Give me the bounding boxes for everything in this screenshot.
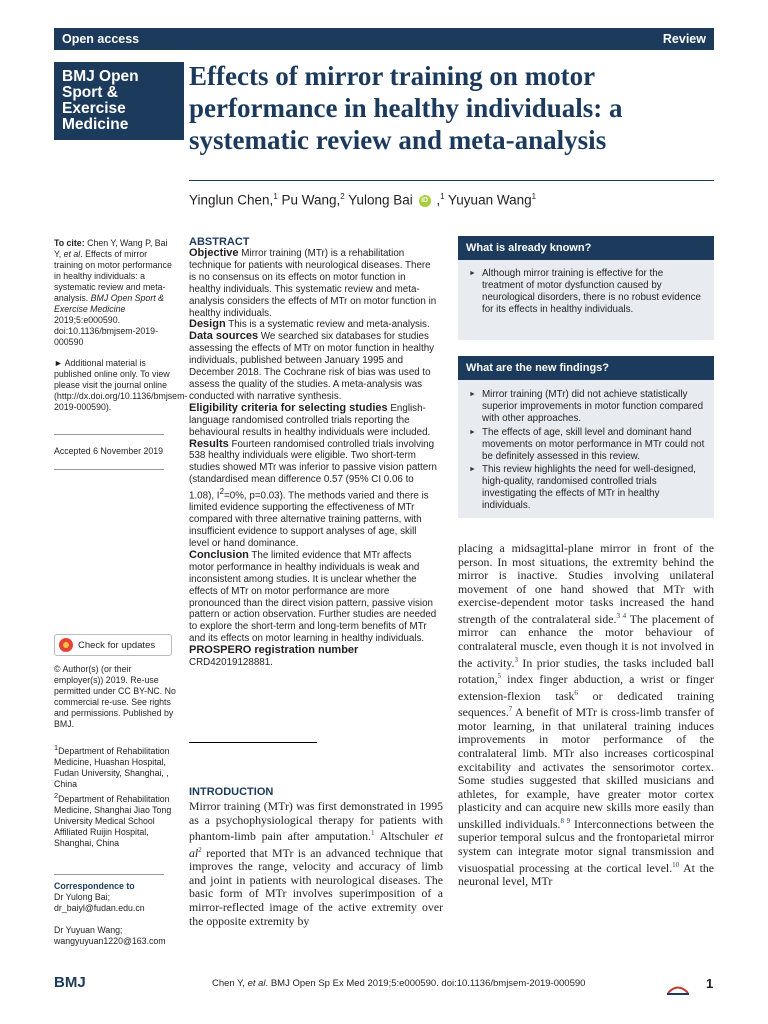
intro-text: At the neuronal level, MTr	[458, 860, 714, 889]
new-finding-item: ► Mirror training (MTr) did not achieve statistically superior improvements in motor function compared with other approaches.	[482, 389, 706, 425]
design-text: This is a systematic review and meta-analysis.	[225, 319, 430, 331]
title-rule	[189, 180, 714, 181]
abstract-heading: ABSTRACT	[189, 236, 250, 248]
crossmark-icon	[59, 638, 73, 652]
cite-journal: BMJ Open Sport & Exercise Medicine	[54, 293, 165, 314]
correspondent-name: Dr Yuyuan Wang;	[54, 925, 123, 935]
author-separator: ,	[432, 192, 441, 208]
correspondence-block	[54, 881, 176, 947]
reference-link[interactable]: 3 4	[616, 611, 627, 620]
new-findings-box	[458, 380, 714, 518]
objective-text: Mirror training (MTr) is a rehabilitation technique for patients with neurological diseases. There is no consensus on its effects on motor function in healthy individuals. This systematic review and meta-analysis considers the effects of MTr on motor function in healthy individuals.	[189, 248, 437, 319]
sources-text: We searched six databases for studies assessing the effects of MTr on motor function in healthy individuals, published between January 1995 and December 2018. The Cochrane risk of bias was used to assess the quality of the studies. A meta-analysis was conducted with narrative synthesis.	[189, 331, 435, 402]
footer-citation	[212, 978, 585, 989]
bases-logo-icon	[664, 982, 692, 996]
eligibility-text: English-language randomised controlled trials reporting the behavioural results in healthy individuals were included.	[189, 402, 431, 438]
journal-logo	[54, 62, 184, 140]
author-name[interactable]: Yinglun Chen,	[189, 192, 274, 208]
reference-link[interactable]: 1	[371, 829, 375, 838]
objective-label: Objective	[189, 247, 239, 259]
intro-etal: et al	[189, 829, 444, 860]
abstract	[189, 236, 437, 669]
article-type-label: Review	[662, 32, 706, 46]
additional-material-note	[54, 358, 188, 413]
bmj-logo: BMJ	[54, 974, 86, 991]
new-finding-item: ► This review highlights the need for well-designed, high-quality, randomised controlled trials investigating the effects of MTr in healthy individuals.	[482, 464, 706, 512]
footer-etal: et al	[247, 978, 266, 989]
affiliations	[54, 742, 176, 849]
correspondent-email[interactable]: wangyuyuan1220@163.com	[54, 936, 166, 946]
reference-link[interactable]: 7	[508, 705, 513, 714]
sidebar-divider	[54, 434, 164, 435]
correspondent-name: Dr Yulong Bai;	[54, 892, 111, 902]
intro-left-column	[189, 800, 443, 928]
reference-link[interactable]: 3	[514, 655, 518, 664]
intro-text: or dedicated training sequences.	[458, 688, 715, 720]
journal-line: Sport &	[62, 84, 118, 101]
journal-line: Medicine	[62, 116, 129, 133]
journal-line: BMJ Open	[62, 68, 139, 85]
results-sup: 2	[219, 487, 225, 497]
open-access-label: Open access	[62, 32, 140, 46]
article-title: Effects of mirror training on motor performance in healthy individuals: a systematic review and meta-analysis	[189, 61, 623, 155]
affiliation-2: Department of Rehabilitation Medicine, Shanghai Jiao Tong University Medical School Affiliated Ruijin Hospital, Shanghai, China	[54, 793, 172, 848]
accepted-text: Accepted 6 November 2019	[54, 446, 164, 456]
citation-block	[54, 238, 176, 348]
affiliation-1: Department of Rehabilitation Medicine, Huashan Hospital, Fudan University, Shanghai, , China	[54, 745, 170, 789]
intro-text: Interconnections between the superior temporal sulcus and the frontoparietal mirror system can integrate motor signal transmission and visuospatial processing at the cortical level.	[458, 816, 714, 875]
author-list	[189, 192, 536, 208]
new-finding-item: ► The effects of age, skill level and dominant hand movements on motor performance in MTr could not be definitely assessed in this review.	[482, 427, 706, 463]
reference-link[interactable]: 8 9	[560, 816, 571, 825]
check-updates-label: Check for updates	[78, 639, 156, 651]
intro-text: reported that MTr is an advanced technique that improves the range, velocity and accuracy of limb and joint in patients with neurological diseases. The basic form of MTr involves superimposition of a mirror-reflected image of the active extremity over the opposite extremity by	[189, 845, 443, 928]
known-box	[458, 260, 714, 340]
author-name[interactable]: Yulong Bai	[344, 192, 417, 208]
additional-material-link[interactable]: ► Additional material is published online only. To view please visit the journal online (http://dx.doi.org/10.1136/bmjsem-2019-000590).	[54, 358, 188, 412]
sidebar-divider	[54, 874, 164, 875]
cite-text: . Effects of mirror training on motor performance in healthy individuals: a systematic review and meta-analysis.	[54, 249, 172, 303]
affiliation-sup: 1	[54, 743, 59, 752]
results-text: Fourteen randomised controlled trials involving 538 healthy individuals were eligible. Two short-term studies showed MTr was inferior to passive vision pattern (standardised mean difference 0.57 (95% CI 0.06 to 1.08), I	[189, 438, 437, 502]
correspondence-label: Correspondence to	[54, 881, 135, 891]
new-box-heading: What are the new findings?	[458, 356, 714, 380]
results-text: =0%, p=0.03). The methods varied and there is limited evidence supporting the effectiveness of MTr compared with three alternative training patterns, with insufficient evidence to support analyses of age, skill level or hand dominance.	[189, 490, 429, 550]
affiliation-sup: 1	[440, 192, 445, 201]
cite-text: Chen Y, Wang P, Bai Y,	[54, 238, 168, 259]
author-name[interactable]: Pu Wang,	[277, 192, 341, 208]
design-label: Design	[189, 318, 226, 331]
cite-etal: et al	[63, 249, 81, 259]
sidebar-divider	[54, 469, 164, 470]
correspondent-email[interactable]: dr_baiyl@fudan.edu.cn	[54, 903, 145, 913]
affiliation-sup: 2	[340, 192, 345, 201]
cite-label: To cite:	[54, 238, 85, 248]
sources-label: Data sources	[189, 330, 259, 343]
known-box-heading: What is already known?	[458, 236, 714, 260]
conclusion-text: The limited evidence that MTr affects motor performance in healthy individuals is weak and inconsistent among studies. It is unclear whether the effects of MTr on motor performance are more pronounced than the direct vision pattern, passive vision pattern or action observation. Further studies are needed to explore the short-term and long-term benefits of MTr and its effects on motor learning in healthy individuals.	[189, 549, 437, 645]
copyright-text: © Author(s) (or their employer(s)) 2019. Re-use permitted under CC BY-NC. No commercial re-use. See rights and permissions. Published by BMJ.	[54, 664, 176, 729]
reference-link[interactable]: 10	[672, 860, 680, 869]
intro-text: The placement of mirror can enhance the motor behaviour of contralateral muscle, even though it is not involved in the activity.	[458, 611, 714, 670]
intro-right-column	[458, 542, 714, 889]
known-item: ► Although mirror training is effective for the treatment of motor dysfunction caused by neurological disorders, there is no robust evidence for its effects in healthy individuals.	[482, 268, 706, 316]
reference-link[interactable]: 5	[497, 672, 502, 681]
results-label: Results	[189, 437, 229, 450]
orcid-icon[interactable]: iD	[419, 195, 431, 207]
reference-link[interactable]: 2	[198, 845, 202, 854]
affiliation-sup: 2	[54, 790, 59, 800]
conclusion-label: Conclusion	[189, 548, 249, 561]
introduction-heading: INTRODUCTION	[189, 786, 274, 798]
eligibility-label: Eligibility criteria for selecting studies	[189, 401, 388, 414]
prospero-number: CRD42019128881.	[189, 657, 273, 669]
intro-text: A benefit of MTr is cross-limb transfer of motor learning, in that unilateral training induces improvements in motor performance of the contralateral limb. MTr also increases corticospinal excitability and activates the sensorimotor cortex. Some studies suggested that skilled musicians and athletes, for example, have greater motor cortex plasticity and can acquire new skills more easily than unskilled individuals.	[458, 705, 714, 831]
intro-text: Mirror training (MTr) was first demonstrated in 1995 as a psychophysiological therapy for patients with phantom-limb pain after amputation.	[189, 799, 443, 844]
top-banner	[54, 28, 714, 50]
affiliation-sup: 1	[273, 192, 278, 201]
affiliation-sup: 1	[531, 192, 537, 201]
intro-text: In prior studies, the tasks included ball rotation,	[458, 655, 714, 687]
intro-text: index finger abduction, a wrist or finger extension-flexion task	[458, 672, 714, 703]
cite-doi: 2019;5:e000590. doi:10.1136/bmjsem-2019-000590	[54, 315, 158, 347]
footer-text: Chen Y,	[212, 978, 248, 989]
copyright-block	[54, 664, 176, 730]
footer-text: . BMJ Open Sp Ex Med 2019;5:e000590. doi:10.1136/bmjsem-2019-000590	[265, 978, 586, 989]
check-for-updates-button[interactable]	[54, 634, 172, 656]
reference-link[interactable]: 6	[574, 688, 578, 697]
author-name[interactable]: Yuyuan Wang	[444, 192, 532, 208]
page-number: 1	[706, 976, 714, 991]
intro-text: Altschuler	[374, 829, 435, 844]
prospero-label: PROSPERO registration number	[189, 644, 359, 657]
accepted-date	[54, 446, 176, 457]
intro-text: placing a midsagittal-plane mirror in front of the person. In most situations, the extremity behind the mirror is inactive. Studies involving unilateral movement of one hand showed that MTr with exercise-dependent motor tasks increased the hand strength of the contralateral side.	[458, 541, 714, 626]
journal-line: Exercise	[62, 100, 126, 117]
abstract-end-rule	[189, 742, 317, 743]
